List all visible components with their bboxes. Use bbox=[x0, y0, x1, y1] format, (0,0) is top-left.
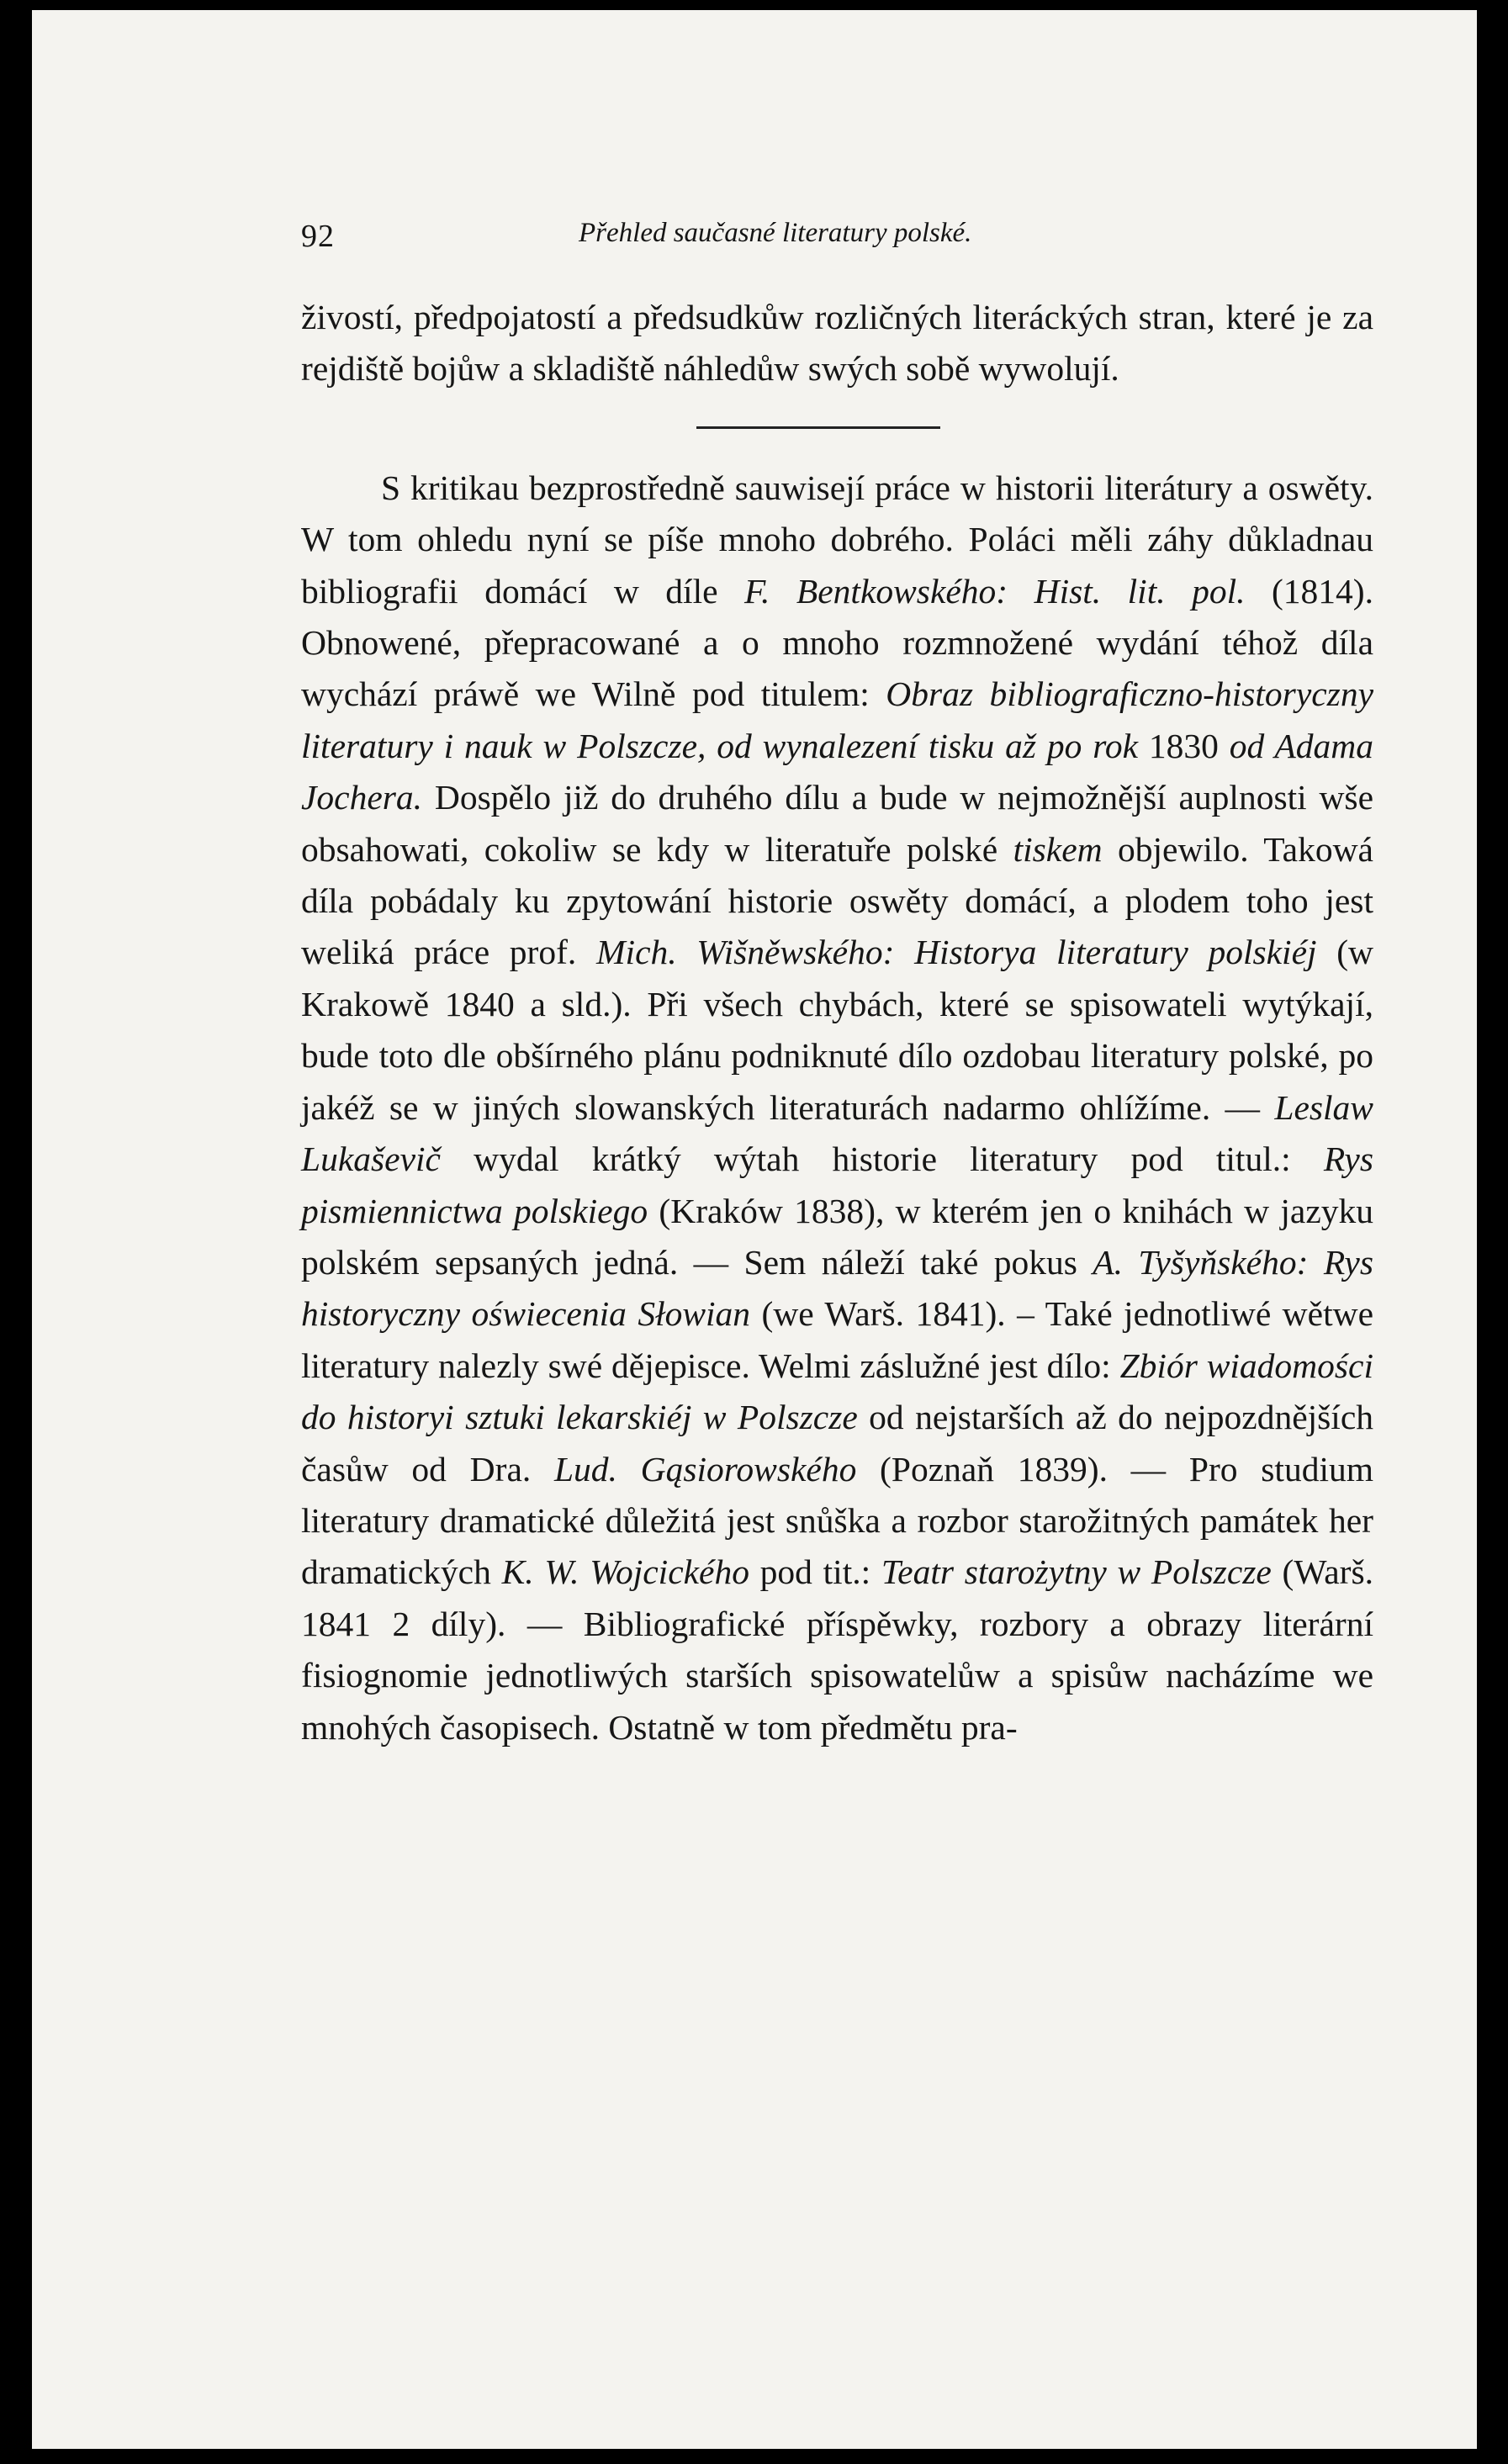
text-run: pod tit.: bbox=[749, 1552, 881, 1592]
text-run: (w Krakowě 1840 a sld.). Při všech chybách, které se spisowateli wytýkají, bude toto dle obšírného plánu podniknuté dílo ozdobau literatury polské, po jakéž se w jiných slowanských literaturách nadarmo ohlížíme. — bbox=[301, 933, 1373, 1127]
italic-author-work: Mich. Wišněwského: Historya literatury polskiéj bbox=[595, 933, 1317, 972]
italic-author: K. W. Wojcického bbox=[501, 1552, 749, 1592]
section-divider bbox=[696, 426, 940, 429]
italic-author-work: F. Bentkowského: Hist. lit. pol. bbox=[744, 571, 1246, 611]
italic-book-title: Teatr starożytny w Polszcze bbox=[881, 1552, 1272, 1592]
page-number: 92 bbox=[301, 219, 335, 254]
body-text bbox=[301, 292, 1373, 1753]
paragraph-1: živostí, předpojatostí a předsudkůw rozličných literáckých stran, které je za rejdiště bojůw a skladiště náhledůw swých sobě wywolují. bbox=[301, 298, 1373, 389]
text-run: od nejstarších až do nejpozdnějších časůw od Dra. bbox=[301, 1398, 1373, 1488]
text-run: (Warš. 1841 2 díly). — Bibliografické příspěwky, rozbory a obrazy literární fisiognomie jednotliwých starších spisowatelůw a spisůw nacházíme we mnohých časopisech. Ostatně w tom předmětu pra- bbox=[301, 1552, 1373, 1747]
text-run: (Kraków 1838), w kterém jen o knihách w jazyku polském sepsaných jedná. — Sem náleží také pokus bbox=[301, 1191, 1374, 1282]
italic-book-title: Zbiór wiadomości do historyi sztuki lekarskiéj w Polszcze bbox=[301, 1346, 1373, 1437]
text-run: S kritikau bezprostředně sauwisejí práce w historii literátury a oswěty. W tom ohledu nyní se píše mnoho dobrého. Poláci měli záhy důkladnau bibliografii domácí w díle bbox=[301, 468, 1373, 611]
text-run: Dospělo již do druhého dílu a bude w nejmožnější auplnosti wše obsahowati, cokoliw se kdy w literatuře polské bbox=[301, 778, 1373, 869]
text-run: 1830 bbox=[1138, 726, 1230, 765]
italic-author: Leslaw Lukaševič bbox=[301, 1087, 1373, 1179]
italic-book-title: Rys pismiennictwa polskiego bbox=[301, 1139, 1373, 1230]
running-title: Přehled saučasné literatury polské. bbox=[579, 218, 972, 248]
text-run: objewilo. Takowá díla pobádaly ku zpytowání historie oswěty domácí, a plodem toho jest weliká práce prof. bbox=[301, 829, 1373, 972]
text-run: (1814). Obnowené, přepracowané a o mnoho rozmnožené wydání téhož díla wychází práwě we Wilně pod titulem: bbox=[301, 571, 1374, 714]
text-run: (we Warš. 1841). – Také jednotliwé wětwe literatury nalezly swé dějepisce. Welmi záslužné jest dílo: bbox=[301, 1294, 1373, 1385]
page-header bbox=[301, 199, 1373, 275]
italic-author: od Adama Jochera. bbox=[301, 726, 1373, 817]
page-content bbox=[301, 199, 1373, 1753]
italic-author: Lud. Gąsiorowského bbox=[553, 1449, 857, 1488]
paragraph-2 bbox=[301, 463, 1373, 1753]
italic-word: tiskem bbox=[1013, 829, 1103, 869]
book-page bbox=[32, 10, 1477, 2449]
italic-book-title: Obraz bibliograficzno-historyczny literatury i nauk w Polszcze, od wynalezení tisku až po rok bbox=[301, 674, 1373, 765]
text-run: (Poznaň 1839). — Pro studium literatury dramatické důležitá jest snůška a rozbor starožitných památek her dramatických bbox=[301, 1449, 1374, 1592]
text-run: wydal krátký wýtah historie literatury pod titul.: bbox=[440, 1139, 1324, 1179]
italic-author-work: A. Tyšyňského: Rys historyczny oświecenia Słowian bbox=[301, 1242, 1373, 1334]
